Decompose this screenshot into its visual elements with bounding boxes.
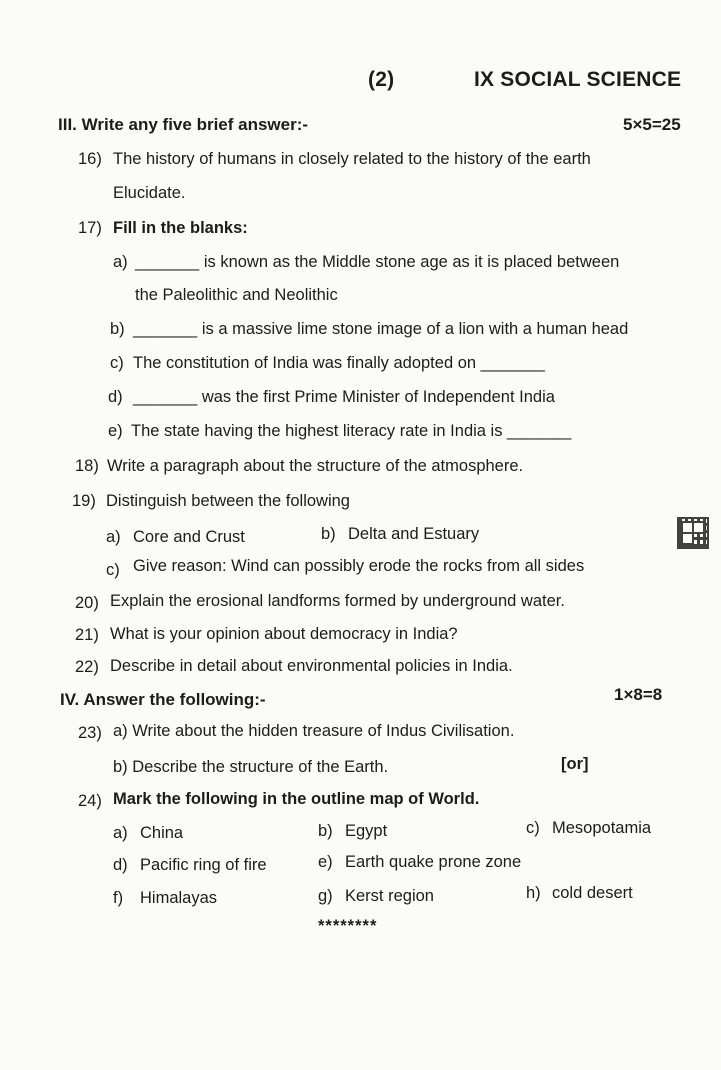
q24a-text: China bbox=[140, 824, 184, 842]
q19c-text: Give reason: Wind can possibly erode the rocks from all sides bbox=[133, 557, 585, 575]
q19-text: Distinguish between the following bbox=[106, 492, 350, 510]
q16-text: The history of humans in closely related to the history of the earth bbox=[113, 150, 591, 168]
q17c-text: The constitution of India was finally adopted on _______ bbox=[133, 354, 545, 372]
q17e-label: e) bbox=[108, 422, 123, 440]
q23a-text: a) Write about the hidden treasure of Indus Civilisation. bbox=[113, 722, 515, 740]
q24d-label: d) bbox=[113, 856, 128, 874]
q22-number: 22) bbox=[75, 658, 99, 676]
subject-title: IX SOCIAL SCIENCE bbox=[474, 68, 682, 91]
q19c-label: c) bbox=[106, 561, 120, 579]
q17b-label: b) bbox=[110, 320, 125, 338]
q23-number: 23) bbox=[78, 724, 102, 742]
q24h-label: h) bbox=[526, 884, 541, 902]
q17a-label: a) bbox=[113, 253, 128, 271]
q17d-text: _______ was the first Prime Minister of Independent India bbox=[133, 388, 555, 406]
q16-number: 16) bbox=[78, 150, 102, 168]
q20-text: Explain the erosional landforms formed by underground water. bbox=[110, 592, 565, 610]
q24f-label: f) bbox=[113, 889, 124, 907]
q24e-label: e) bbox=[318, 853, 333, 871]
q17a-text-cont: the Paleolithic and Neolithic bbox=[135, 286, 338, 304]
q24g-label: g) bbox=[318, 887, 333, 905]
qr-code bbox=[677, 517, 709, 549]
q24b-label: b) bbox=[318, 822, 333, 840]
q23b-text: b) Describe the structure of the Earth. bbox=[113, 758, 389, 776]
end-stars: ******** bbox=[318, 917, 378, 935]
section-3-marks: 5×5=25 bbox=[623, 115, 681, 134]
q24c-text: Mesopotamia bbox=[552, 819, 652, 837]
q18-number: 18) bbox=[75, 457, 99, 475]
q17-number: 17) bbox=[78, 219, 102, 237]
q16-text-cont: Elucidate. bbox=[113, 184, 186, 202]
q24e-text: Earth quake prone zone bbox=[345, 853, 522, 871]
q21-number: 21) bbox=[75, 626, 99, 644]
q24a-label: a) bbox=[113, 824, 128, 842]
q24b-text: Egypt bbox=[345, 822, 388, 840]
q22-text: Describe in detail about environmental policies in India. bbox=[110, 657, 513, 675]
q24h-text: cold desert bbox=[552, 884, 633, 902]
q24-number: 24) bbox=[78, 792, 102, 810]
q24g-text: Kerst region bbox=[345, 887, 434, 905]
q21-text: What is your opinion about democracy in India? bbox=[110, 625, 458, 643]
q20-number: 20) bbox=[75, 594, 99, 612]
q17c-label: c) bbox=[110, 354, 124, 372]
q19b-label: b) bbox=[321, 525, 336, 543]
q24d-text: Pacific ring of fire bbox=[140, 856, 267, 874]
section-3-title: III. Write any five brief answer:- bbox=[58, 115, 309, 134]
or-marker: [or] bbox=[561, 755, 589, 773]
section-4-title: IV. Answer the following:- bbox=[60, 690, 266, 709]
q19-number: 19) bbox=[72, 492, 96, 510]
q24f-text: Himalayas bbox=[140, 889, 218, 907]
q18-text: Write a paragraph about the structure of the atmosphere. bbox=[107, 457, 524, 475]
section-4-marks: 1×8=8 bbox=[614, 685, 663, 704]
q19a-text: Core and Crust bbox=[133, 528, 245, 546]
q24-title: Mark the following in the outline map of World. bbox=[113, 790, 480, 808]
q17e-text: The state having the highest literacy rate in India is _______ bbox=[131, 422, 572, 440]
q24c-label: c) bbox=[526, 819, 540, 837]
q17-title: Fill in the blanks: bbox=[113, 219, 248, 237]
q19a-label: a) bbox=[106, 528, 121, 546]
q17b-text: _______ is a massive lime stone image of a lion with a human head bbox=[133, 320, 629, 338]
q17d-label: d) bbox=[108, 388, 123, 406]
q19b-text: Delta and Estuary bbox=[348, 525, 480, 543]
page-number: (2) bbox=[368, 68, 395, 91]
q17a-text: _______ is known as the Middle stone age as it is placed between bbox=[135, 253, 620, 271]
